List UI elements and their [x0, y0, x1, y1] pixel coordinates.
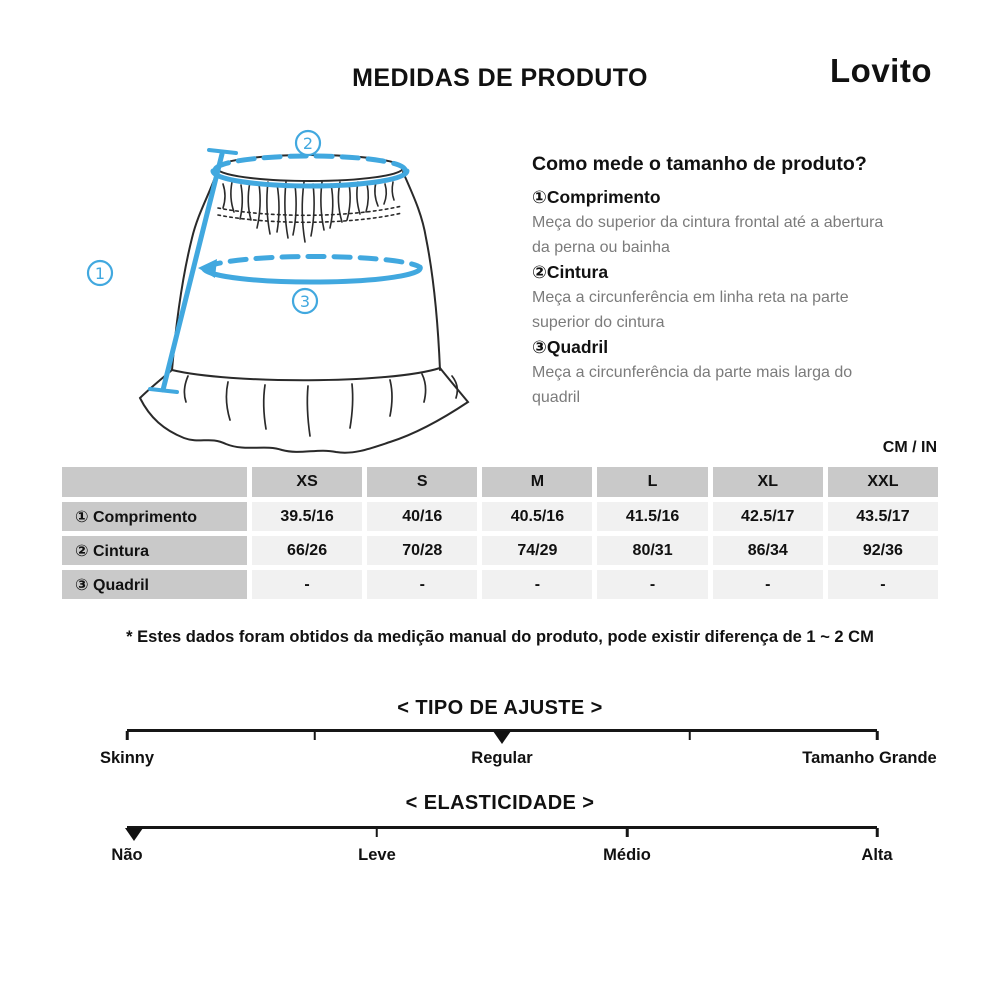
- elasticity-label-medio: Médio: [603, 846, 651, 864]
- fit-scale: [99, 729, 937, 789]
- fit-label-tamanho-grande: Tamanho Grande: [802, 749, 937, 767]
- page-title: MEDIDAS DE PRODUTO: [352, 64, 648, 92]
- hip-arrow-icon: [198, 259, 217, 278]
- table-cell: 42.5/17: [713, 502, 823, 531]
- fit-marker-icon: [493, 731, 511, 744]
- elasticity-scale-line: [127, 826, 877, 829]
- elasticity-tick: [876, 828, 879, 837]
- table-cell: 70/28: [367, 536, 477, 565]
- marker-2: 2: [302, 134, 314, 153]
- table-cell: -: [482, 570, 592, 599]
- fit-tick: [313, 731, 316, 740]
- table-cell: 40/16: [367, 502, 477, 531]
- table-row-label: ① Comprimento: [62, 502, 247, 531]
- table-cell: 80/31: [597, 536, 707, 565]
- table-header-cell: XS: [252, 467, 362, 497]
- table-row-label: ③ Quadril: [62, 570, 247, 599]
- units-label: CM / IN: [882, 439, 937, 456]
- guide-item-comprimento: ①Comprimento Meça do superior da cintura frontal até a abertura da perna ou bainha: [532, 187, 884, 256]
- table-header-cell: XL: [713, 467, 823, 497]
- elasticity-scale-title: < ELASTICIDADE >: [405, 792, 595, 814]
- circled-2-icon: ②: [532, 262, 547, 282]
- table-cell: 43.5/17: [828, 502, 938, 531]
- table-cell: -: [713, 570, 823, 599]
- elasticity-marker-icon: [125, 828, 143, 841]
- skirt-diagram: [60, 118, 500, 468]
- measure-lines: [150, 150, 420, 392]
- guide-heading: Como mede o tamanho de produto?: [532, 153, 867, 175]
- table-cell: 40.5/16: [482, 502, 592, 531]
- table-cell: 74/29: [482, 536, 592, 565]
- waist-measure-ellipse: [215, 156, 405, 170]
- circled-1-icon: ①: [532, 187, 547, 207]
- elasticity-tick: [376, 828, 379, 837]
- table-header-cell: M: [482, 467, 592, 497]
- table-cell: -: [367, 570, 477, 599]
- elasticity-scale: [111, 826, 893, 886]
- guide-item-quadril: ③Quadril Meça a circunferência da parte mais larga do quadril: [532, 337, 853, 406]
- fit-tick: [126, 731, 129, 740]
- measurement-disclaimer: * Estes dados foram obtidos da medição manual do produto, pode existir diferença de 1 ~ 2 CM: [126, 628, 874, 646]
- marker-3: 3: [299, 292, 311, 311]
- fit-tick: [688, 731, 691, 740]
- marker-1: 1: [94, 264, 106, 283]
- size-table: [62, 467, 938, 599]
- elasticity-label-nao: Não: [111, 846, 143, 864]
- table-cell: -: [597, 570, 707, 599]
- elasticity-label-alta: Alta: [861, 846, 893, 864]
- table-cell: 92/36: [828, 536, 938, 565]
- elasticity-tick: [626, 828, 629, 837]
- table-cell: 86/34: [713, 536, 823, 565]
- skirt-ruffle-folds: [184, 374, 457, 436]
- skirt-gathers: [218, 182, 402, 242]
- table-cell: -: [252, 570, 362, 599]
- table-header-blank: [62, 467, 247, 497]
- fit-scale-title: < TIPO DE AJUSTE >: [397, 697, 603, 719]
- fit-label-regular: Regular: [471, 749, 533, 767]
- guide-item-cintura: ②Cintura Meça a circunferência em linha reta na parte superior do cintura: [532, 262, 849, 331]
- table-row-label: ② Cintura: [62, 536, 247, 565]
- table-cell: -: [828, 570, 938, 599]
- fit-tick: [876, 731, 879, 740]
- hip-measure-ellipse: [206, 256, 418, 269]
- table-header-cell: S: [367, 467, 477, 497]
- fit-label-skinny: Skinny: [99, 749, 155, 767]
- elasticity-label-leve: Leve: [358, 846, 396, 864]
- table-header-cell: L: [597, 467, 707, 497]
- table-cell: 41.5/16: [597, 502, 707, 531]
- brand-logo: Lovito: [830, 52, 932, 89]
- table-cell: 66/26: [252, 536, 362, 565]
- table-header-cell: XXL: [828, 467, 938, 497]
- circled-3-icon: ③: [532, 337, 547, 357]
- measure-guide: [532, 153, 932, 410]
- table-cell: 39.5/16: [252, 502, 362, 531]
